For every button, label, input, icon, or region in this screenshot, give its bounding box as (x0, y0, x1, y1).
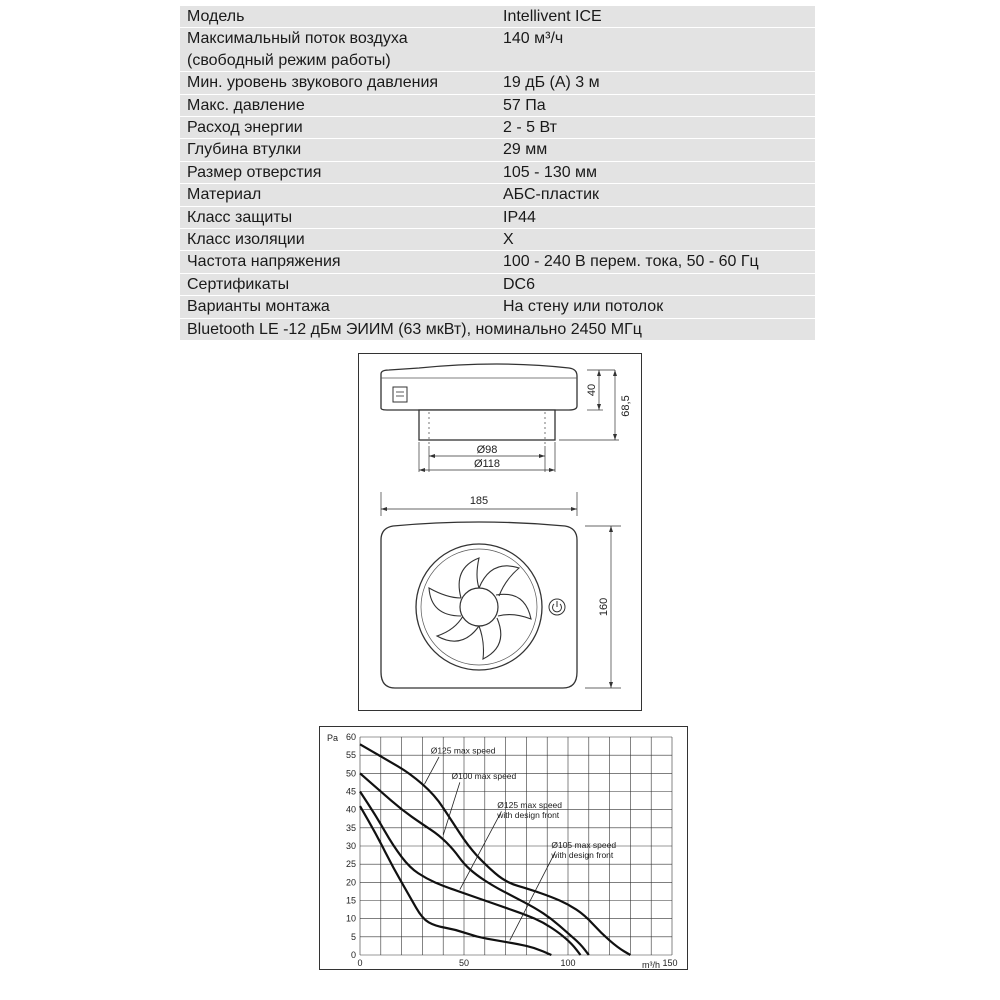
spec-row (180, 72, 815, 94)
spec-note: Bluetooth LE -12 дБм ЭИИМ (63 мкВт), номинально 2450 МГц (180, 319, 815, 340)
spec-row (180, 139, 815, 161)
spec-value: 140 м³/ч (503, 30, 564, 48)
y-tick-label: 35 (345, 822, 356, 833)
spec-label: Глубина втулки (187, 141, 302, 159)
spec-label: Частота напряжения (187, 253, 341, 271)
side-view-spigot (419, 410, 555, 440)
spec-value: На стену или потолок (503, 298, 664, 316)
spec-row (180, 274, 815, 296)
chart-grid (360, 737, 672, 955)
x-tick-label: 100 (560, 958, 576, 968)
spec-value: 105 - 130 мм (503, 163, 598, 181)
y-tick-label: 30 (345, 841, 356, 851)
spec-label: Размер отверстия (187, 163, 322, 181)
spec-value: X (503, 231, 514, 249)
y-tick-label: 10 (345, 913, 356, 924)
series-label: Ø105 max speed (551, 839, 617, 850)
spec-value: 100 - 240 В перем. тока, 50 - 60 Гц (503, 253, 759, 271)
dim-height: 160 (598, 597, 610, 617)
spec-label: Класс изоляции (187, 231, 305, 249)
y-tick-label: 0 (350, 950, 356, 960)
spec-row (180, 296, 815, 318)
dim-spigot-outer: Ø118 (473, 458, 501, 470)
side-view-housing (381, 364, 577, 410)
spec-row (180, 207, 815, 229)
y-tick-label: 50 (345, 768, 356, 779)
y-tick-label: 45 (345, 786, 356, 797)
x-tick-label: 150 (662, 958, 678, 968)
spec-row (180, 117, 815, 139)
y-tick-label: 25 (345, 859, 356, 870)
spec-label: Максимальный поток воздуха (свободный режим работы) (187, 30, 408, 69)
fan-hub (460, 588, 498, 626)
spec-value: 2 - 5 Вт (503, 119, 557, 137)
series-label: with design front (551, 849, 614, 860)
spec-value: DC6 (503, 275, 536, 293)
spec-row (180, 229, 815, 251)
spec-value: Intellivent ICE (503, 8, 602, 25)
series-label: Ø100 max speed (451, 770, 517, 781)
chart-ylabel: Pa (327, 733, 339, 743)
spec-label: Варианты монтажа (187, 298, 330, 316)
chart-annotations (424, 745, 616, 940)
dim-height-body: 40 (586, 383, 598, 397)
y-tick-label: 60 (345, 732, 356, 742)
chart-xlabel: m³/h (642, 960, 660, 970)
spec-label: Класс защиты (187, 208, 293, 226)
y-tick-label: 40 (345, 804, 356, 815)
dim-spigot-inner: Ø98 (476, 444, 498, 456)
x-tick-label: 50 (458, 958, 470, 968)
spec-row (180, 162, 815, 184)
spec-value: 29 мм (503, 141, 548, 159)
dimension-drawing (358, 353, 642, 711)
power-icon (549, 599, 565, 615)
series-label: Ø125 max speed (430, 745, 496, 756)
dim-height-total: 68,5 (620, 395, 632, 417)
y-tick-label: 55 (345, 750, 356, 761)
spec-label: Модель (187, 8, 245, 25)
y-tick-label: 5 (350, 931, 356, 942)
spec-value: IP44 (503, 208, 536, 226)
series-label: with design front (497, 809, 560, 820)
chart-svg (320, 727, 689, 971)
x-tick-label: 0 (357, 958, 363, 968)
spec-label: Макс. давление (187, 96, 305, 114)
spec-row (180, 28, 815, 72)
y-tick-label: 20 (345, 877, 356, 888)
spec-label: Материал (187, 186, 262, 204)
dimension-drawing-svg (359, 354, 643, 712)
spec-value: 57 Па (503, 96, 546, 114)
spec-label: Мин. уровень звукового давления (187, 74, 439, 92)
series-label: Ø125 max speed (497, 799, 563, 810)
pressure-flow-chart (319, 726, 688, 970)
spec-table (180, 6, 815, 340)
y-tick-label: 15 (345, 895, 356, 906)
spec-value: АБС-пластик (503, 186, 600, 204)
spec-row (180, 251, 815, 273)
spec-label: Расход энергии (187, 119, 303, 137)
spec-row (180, 95, 815, 117)
spec-label: Сертификаты (187, 275, 290, 293)
side-view-connector (393, 387, 407, 402)
spec-value: 19 дБ (А) 3 м (503, 74, 600, 92)
spec-row (180, 6, 815, 28)
spec-row (180, 184, 815, 206)
dim-width: 185 (469, 495, 489, 507)
